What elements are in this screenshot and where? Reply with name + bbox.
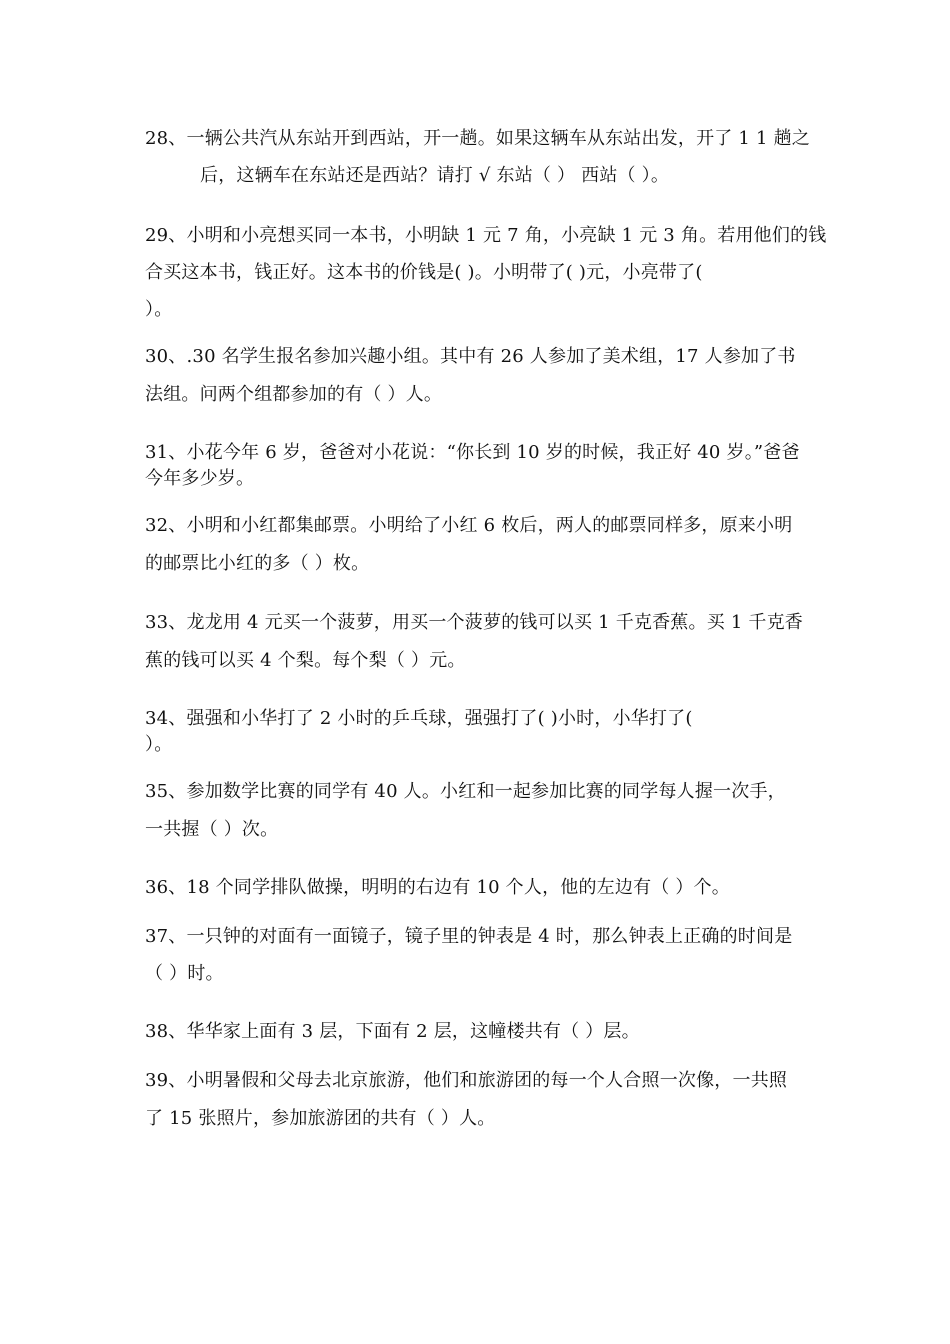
question-33-line-2: 蕉的钱可以买 4 个梨。每个梨（ ）元。 bbox=[145, 650, 466, 671]
question-34-line-1: 34、强强和小华打了 2 小时的乒乓球，强强打了( )小时，小华打了( bbox=[145, 708, 693, 729]
question-35-line-2: 一共握（ ）次。 bbox=[145, 819, 279, 840]
question-31-line-2: 今年多少岁。 bbox=[145, 468, 255, 489]
question-38-line-1: 38、华华家上面有 3 层，下面有 2 层，这幢楼共有（ ）层。 bbox=[145, 1021, 640, 1042]
question-30-line-2: 法组。问两个组都参加的有（ ）人。 bbox=[145, 384, 443, 405]
question-39-line-1: 39、小明暑假和父母去北京旅游，他们和旅游团的每一个人合照一次像，一共照 bbox=[145, 1070, 788, 1091]
question-33-line-1: 33、龙龙用 4 元买一个菠萝，用买一个菠萝的钱可以买 1 千克香蕉。买 1 千克香 bbox=[145, 612, 803, 633]
question-35-line-1: 35、参加数学比赛的同学有 40 人。小红和一起参加比赛的同学每人握一次手， bbox=[145, 781, 786, 802]
question-28-line-2: 后，这辆车在东站还是西站？请打 √ 东站（ ） 西站（ ）。 bbox=[200, 165, 670, 186]
question-32-line-1: 32、小明和小红都集邮票。小明给了小红 6 枚后，两人的邮票同样多，原来小明 bbox=[145, 515, 793, 536]
question-31-line-1: 31、小花今年 6 岁，爸爸对小花说：“你长到 10 岁的时候，我正好 40 岁。”爸爸 bbox=[145, 442, 800, 463]
question-29-line-2: 合买这本书，钱正好。这本书的价钱是( )。小明带了( )元，小亮带了( bbox=[145, 262, 703, 283]
question-36-line-1: 36、18 个同学排队做操，明明的右边有 10 个人，他的左边有（ ）个。 bbox=[145, 877, 730, 898]
question-37-line-1: 37、一只钟的对面有一面镜子，镜子里的钟表是 4 时，那么钟表上正确的时间是 bbox=[145, 926, 793, 947]
question-34-line-2: ）。 bbox=[145, 734, 173, 755]
question-32-line-2: 的邮票比小红的多（ ）枚。 bbox=[145, 553, 370, 574]
question-29-line-3: ）。 bbox=[145, 299, 173, 320]
question-37-line-2: （ ）时。 bbox=[145, 963, 224, 984]
question-39-line-2: 了 15 张照片，参加旅游团的共有（ ）人。 bbox=[145, 1108, 496, 1129]
question-30-line-1: 30、.30 名学生报名参加兴趣小组。其中有 26 人参加了美术组，17 人参加了书 bbox=[145, 346, 796, 367]
question-29-line-1: 29、小明和小亮想买同一本书，小明缺 1 元 7 角，小亮缺 1 元 3 角。若用他们的钱 bbox=[145, 225, 827, 246]
question-28-line-1: 28、一辆公共汽从东站开到西站，开一趟。如果这辆车从东站出发，开了 1 1 趟之 bbox=[145, 128, 810, 149]
